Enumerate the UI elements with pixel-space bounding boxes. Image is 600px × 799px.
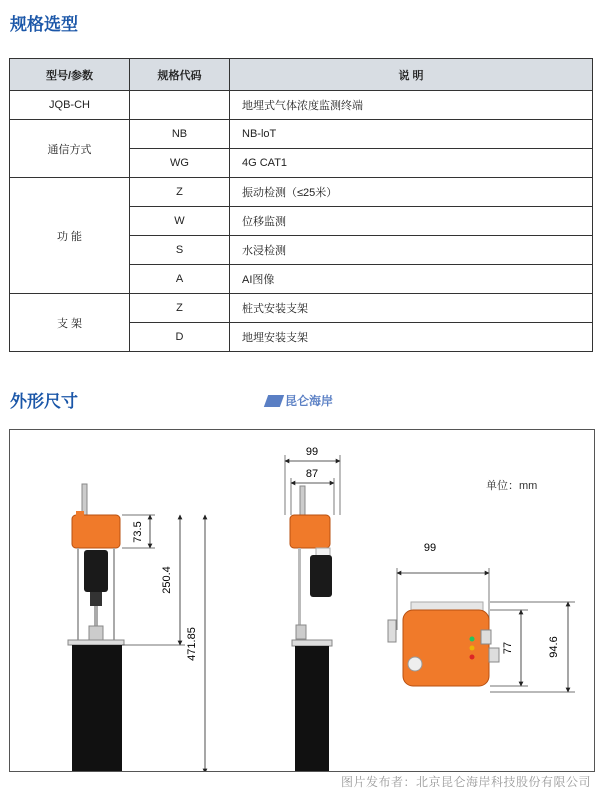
image-credit: 图片发布者：北京昆仑海岸科技股份有限公司	[340, 775, 591, 789]
side-view	[285, 446, 340, 771]
row-code: D	[130, 323, 230, 352]
row-desc: 4G CAT1	[230, 149, 593, 178]
dim-top-w: 99	[423, 542, 437, 554]
func-label: 功 能	[10, 178, 130, 294]
device-head	[72, 515, 120, 548]
dim-front-h2: 250.4	[161, 566, 173, 594]
row-code: W	[130, 207, 230, 236]
comm-label: 通信方式	[10, 120, 130, 178]
row-code: S	[130, 236, 230, 265]
header-model: 型号/参数	[10, 59, 130, 91]
front-view	[68, 484, 210, 771]
dim-front-h1: 73.5	[132, 521, 144, 543]
pole-body	[72, 645, 122, 771]
header-desc: 说 明	[230, 59, 593, 91]
row-desc: 位移监测	[230, 207, 593, 236]
table-row	[10, 178, 593, 207]
button-icon	[408, 657, 422, 671]
row-desc: NB-loT	[230, 120, 593, 149]
company-logo	[266, 392, 333, 409]
logo-text: 昆仑海岸	[285, 394, 334, 408]
row-code: NB	[130, 120, 230, 149]
model-name: JQB-CH	[10, 91, 130, 120]
camera-body	[84, 550, 108, 592]
mount-label: 支 架	[10, 294, 130, 352]
row-desc: 桩式安装支架	[230, 294, 593, 323]
dim-side-w1: 99	[305, 446, 319, 458]
dim-top-h2: 94.6	[548, 636, 560, 658]
row-desc: 地埋安装支架	[230, 323, 593, 352]
table-row	[10, 294, 593, 323]
unit-label: 单位：mm	[486, 480, 538, 492]
row-desc: 水浸检测	[230, 236, 593, 265]
dim-front-h3: 471.85	[186, 627, 198, 661]
dim-top-h1: 77	[502, 641, 514, 655]
section-title-dimensions: 外形尺寸	[10, 392, 78, 411]
table-row	[10, 120, 593, 149]
model-code	[130, 91, 230, 120]
device-top	[403, 610, 489, 686]
led-yellow-icon	[470, 646, 475, 651]
logo-mark-icon	[264, 395, 284, 407]
section-title-spec: 规格选型	[10, 15, 78, 34]
led-red-icon	[470, 655, 475, 660]
device-head-side	[290, 515, 330, 548]
led-green-icon	[470, 637, 475, 642]
row-code: WG	[130, 149, 230, 178]
camera-body-side	[310, 555, 332, 597]
pole-body-side	[295, 646, 329, 771]
model-desc: 地埋式气体浓度监测终端	[230, 91, 593, 120]
header-code: 规格代码	[130, 59, 230, 91]
row-desc: AI图像	[230, 265, 593, 294]
top-view	[388, 542, 575, 692]
row-code: Z	[130, 178, 230, 207]
spec-table	[9, 58, 593, 352]
table-row	[10, 91, 593, 120]
row-code: A	[130, 265, 230, 294]
table-header-row	[10, 59, 593, 91]
dim-side-w2: 87	[305, 468, 319, 480]
row-code: Z	[130, 294, 230, 323]
row-desc: 振动检测（≤25米）	[230, 178, 593, 207]
